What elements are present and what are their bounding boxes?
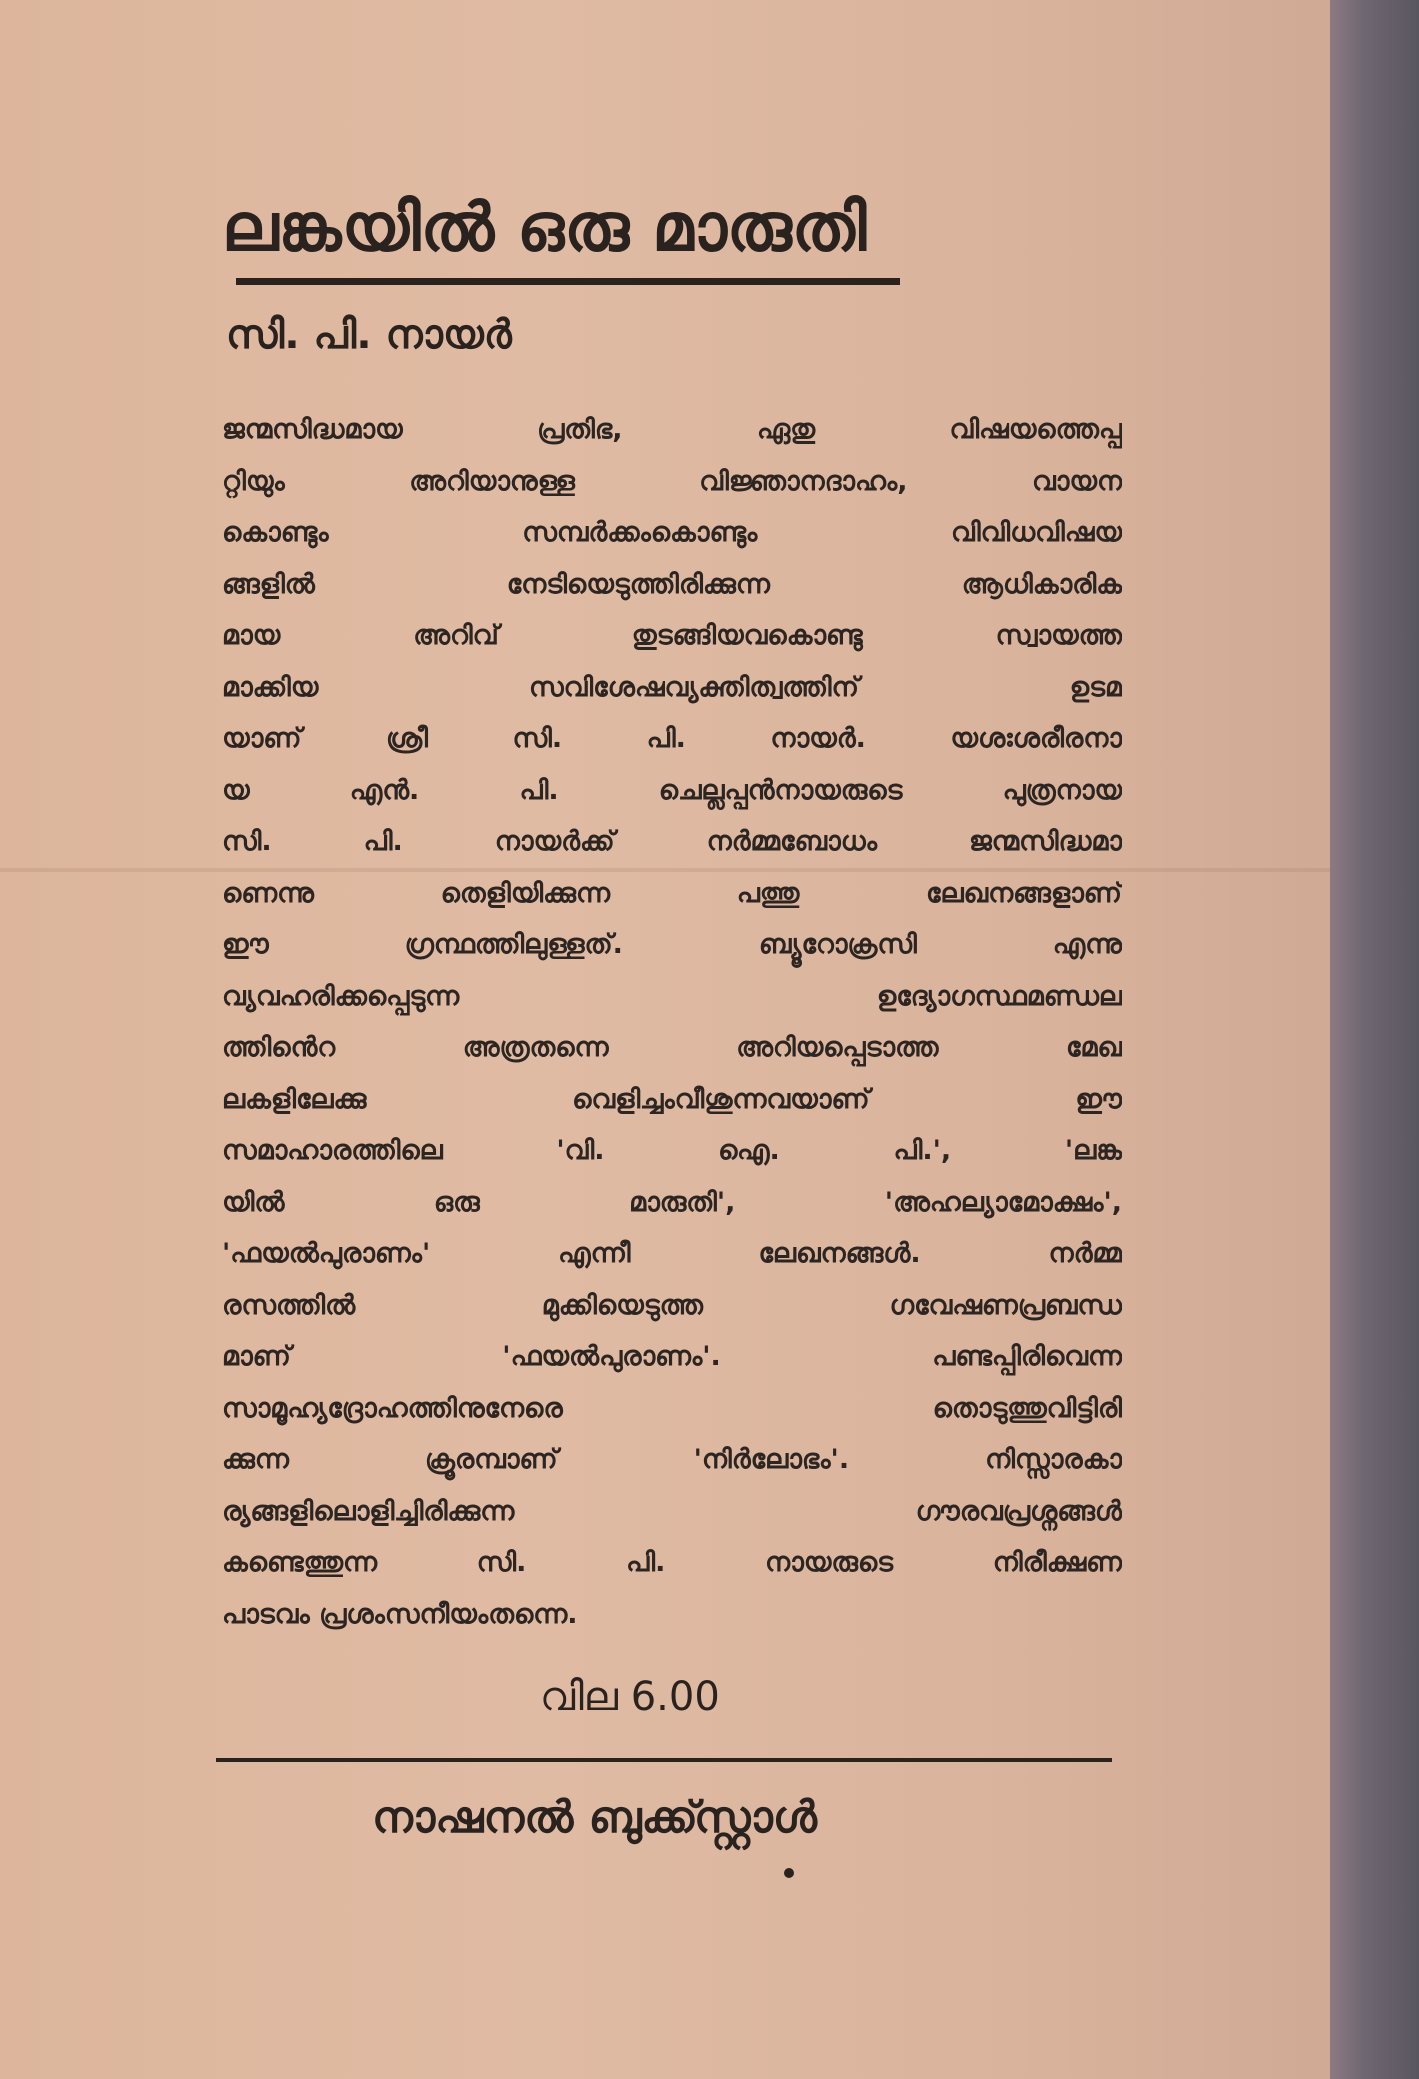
blurb-line: പാടവം പ്രശംസനീയംതന്നെ. — [222, 1598, 578, 1630]
blurb-line: ക്കുന്ന ക്രൂരമ്പാണ് 'നിർലോഭം'. നിസ്സാരകാ — [222, 1444, 1122, 1475]
background-edge — [1330, 0, 1419, 2079]
blurb-line: ഈ ഗ്രന്ഥത്തിലുള്ളത്. ബ്യൂറോക്രസി എന്നു — [222, 929, 1122, 960]
blurb-line: കണ്ടെത്തുന്ന സി. പി. നായരുടെ നിരീക്ഷണ — [222, 1547, 1122, 1578]
blurb-line: ലകളിലേക്കു വെളിച്ചംവീശുന്നവയാണ് ഈ — [222, 1083, 1122, 1115]
blurb-line: മാണ് 'ഫയൽപുരാണം'. പണ്ടപ്പിരിവെന്ന — [222, 1341, 1122, 1372]
blurb-line: രസത്തിൽ മുക്കിയെടുത്ത ഗവേഷണപ്രബന്ധ — [222, 1289, 1122, 1321]
blurb-line: ങ്ങളിൽ നേടിയെടുത്തിരിക്കുന്ന ആധികാരിക — [222, 568, 1122, 600]
blurb-text — [222, 404, 1122, 1640]
title-underline — [236, 278, 900, 285]
blurb-line: സാമൂഹ്യദ്രോഹത്തിനുനേരെ തൊടുത്തുവിട്ടിരി — [222, 1392, 1122, 1424]
blurb-line: ണെന്നു തെളിയിക്കുന്ന പത്തു ലേഖനങ്ങളാണ് — [222, 877, 1122, 909]
book-title: ലങ്കയിൽ ഒരു മാരുതി — [222, 189, 867, 266]
blurb-line: 'ഫയൽപുരാണം' എന്നീ ലേഖനങ്ങൾ. നർമ്മ — [222, 1238, 1122, 1269]
blurb-line: കൊണ്ടും സമ്പർക്കംകൊണ്ടും വിവിധവിഷയ — [222, 517, 1122, 548]
author-name: സി. പി. നായർ — [226, 312, 512, 358]
blurb-line: വ്യവഹരിക്കപ്പെടുന്ന ഉദ്യോഗസ്ഥമണ്ഡല — [222, 980, 1122, 1012]
price-label: വില 6.00 — [540, 1674, 720, 1720]
blurb-line: യിൽ ഒരു മാരുതി', 'അഹല്യാമോക്ഷം', — [222, 1186, 1122, 1218]
blurb-line: സി. പി. നായർക്ക് നർമ്മബോധം ജന്മസിദ്ധമാ — [222, 826, 1122, 857]
blurb-line: സമാഹാരത്തിലെ 'വി. ഐ. പി.', 'ലങ്ക — [222, 1135, 1122, 1166]
publisher-divider — [216, 1758, 1112, 1762]
publisher-name: നാഷനൽ ബുക്ക്സ്റ്റാൾ — [372, 1792, 817, 1843]
ink-dot — [784, 1868, 794, 1878]
blurb-line: മായ അറിവ് തുടങ്ങിയവകൊണ്ടു സ്വായത്ത — [222, 620, 1122, 651]
blurb-line: റ്റിയും അറിയാനുള്ള വിജ്ഞാനദാഹം, വായന — [222, 465, 1122, 497]
blurb-line: ത്തിൻെറ അത്രതന്നെ അറിയപ്പെടാത്ത മേഖ — [222, 1032, 1122, 1063]
blurb-line: യാണ് ശ്രീ സി. പി. നായർ. യശഃശരീരനാ — [222, 723, 1122, 754]
blurb-line: മാക്കിയ സവിശേഷവ്യക്തിത്വത്തിന് ഉടമ — [222, 671, 1122, 703]
blurb-line: യ എൻ. പി. ചെല്ലപ്പൻനായരുടെ പുത്രനായ — [222, 774, 1122, 806]
blurb-line: ര്യങ്ങളിലൊളിച്ചിരിക്കുന്ന ഗൗരവപ്രശ്നങ്ങൾ — [222, 1495, 1122, 1527]
blurb-line: ജന്മസിദ്ധമായ പ്രതിഭ, ഏതു വിഷയത്തെപ്പ — [222, 414, 1122, 445]
